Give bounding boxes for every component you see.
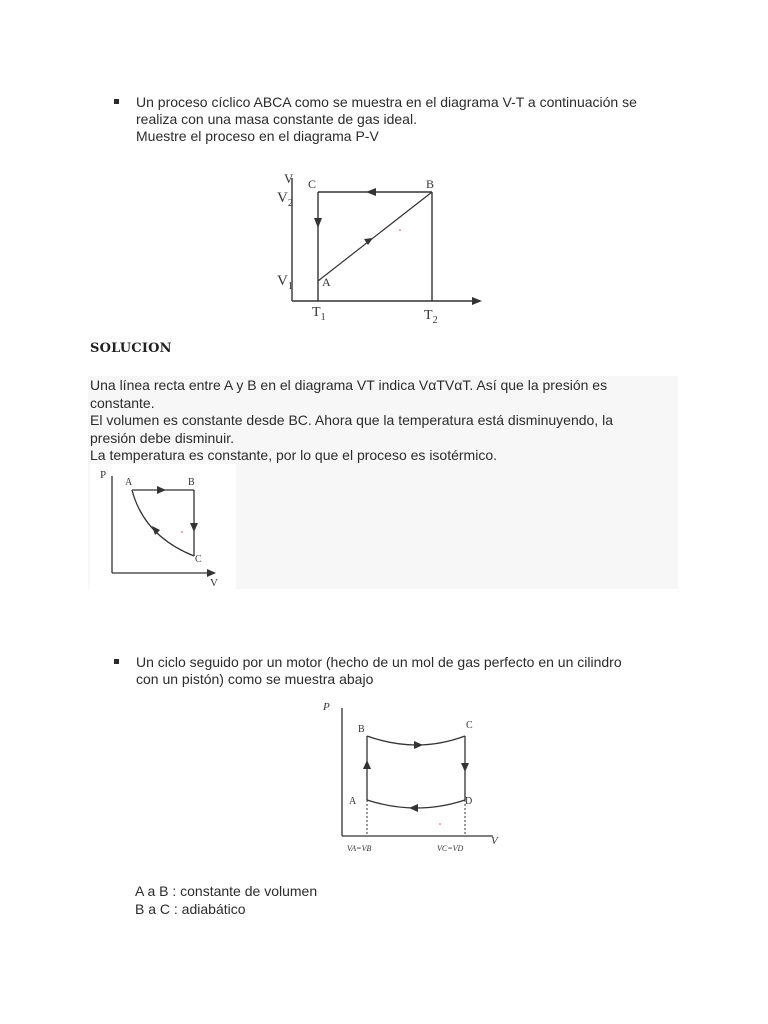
engine-arrow-bc bbox=[414, 741, 423, 749]
engine-pv-diagram bbox=[315, 696, 510, 858]
pv-solution-diagram bbox=[94, 466, 234, 588]
question-1-line-3: Muestre el proceso en el diagrama P-V bbox=[136, 128, 379, 144]
bullet-icon bbox=[114, 99, 119, 104]
pv-arrow-ab bbox=[157, 486, 166, 494]
solution-text bbox=[90, 377, 613, 465]
vt-line-ab bbox=[318, 192, 432, 281]
question-2-line-1: Un ciclo seguido por un motor (hecho de un mol de gas perfecto en un cilindro bbox=[136, 654, 622, 670]
engine-arrow-cd bbox=[461, 763, 469, 772]
pv-point-b: B bbox=[188, 477, 195, 488]
solution-line-2: constante. bbox=[90, 394, 155, 411]
engine-point-a: A bbox=[349, 796, 357, 807]
engine-axis-v-label: V bbox=[491, 835, 498, 847]
svg-text:V1 bbox=[277, 273, 293, 292]
pv-arrow-bc bbox=[190, 523, 198, 532]
vt-v2-label: V bbox=[277, 190, 288, 206]
question-1-line-1: Un proceso cíclico ABCA como se muestra en el diagrama V-T a continuación se bbox=[136, 94, 637, 110]
legend-line-1: A a B : constante de volumen bbox=[135, 883, 318, 899]
engine-point-c: C bbox=[466, 720, 473, 731]
engine-va-vb: VA=VB bbox=[347, 844, 372, 853]
engine-arrow-ab bbox=[363, 760, 371, 769]
pv-point-c: C bbox=[195, 554, 202, 565]
solution-line-1: Una línea recta entre A y B en el diagrama VT indica VαTVαT. Así que la presión es bbox=[90, 377, 608, 393]
engine-vc-vd: VC=VD bbox=[437, 844, 464, 853]
vt-t-axis-arrow bbox=[472, 297, 482, 305]
pv-point-a: A bbox=[125, 477, 133, 488]
vt-t1-label: T bbox=[312, 305, 321, 320]
bullet-icon bbox=[114, 659, 119, 664]
svg-text:T1 bbox=[312, 305, 326, 323]
vt-v1-label: V bbox=[277, 273, 288, 289]
solution-line-4: presión debe disminuir. bbox=[90, 429, 234, 446]
engine-arrow-da bbox=[409, 804, 418, 812]
vt-v1-sub: 1 bbox=[287, 281, 293, 292]
svg-text:V2 bbox=[277, 190, 293, 209]
solution-line-5: La temperatura es constante, por lo que el proceso es isotérmico. bbox=[90, 447, 497, 463]
legend-line-2: B a C : adiabático bbox=[135, 901, 246, 917]
vt-t1-sub: 1 bbox=[320, 312, 326, 323]
engine-axis-p-label: P bbox=[323, 701, 330, 713]
pv-arrow-ca bbox=[152, 526, 160, 535]
vt-point-a: A bbox=[322, 275, 331, 289]
vt-point-c: C bbox=[308, 177, 317, 191]
question-1-line-2: realiza con una masa constante de gas ideal. bbox=[136, 111, 417, 127]
solution-line-3: El volumen es constante desde BC. Ahora que la temperatura está disminuyendo, la bbox=[90, 412, 613, 428]
vt-arrow-ca bbox=[314, 218, 322, 228]
question-2-line-2: con un pistón) como se muestra abajo bbox=[136, 671, 374, 687]
vt-arrow-bc bbox=[366, 188, 376, 196]
engine-point-b: B bbox=[358, 724, 365, 735]
pv-axis-p-label: P bbox=[100, 469, 107, 481]
vt-t2-label: T bbox=[424, 308, 433, 323]
pv-axis-v-label: V bbox=[210, 577, 218, 588]
solution-heading: SOLUCION bbox=[90, 341, 172, 356]
vt-point-b: B bbox=[426, 177, 435, 191]
svg-text:T2 bbox=[424, 308, 438, 326]
pv-curve-ca bbox=[132, 490, 194, 556]
vt-v2-sub: 2 bbox=[287, 198, 293, 209]
vt-diagram bbox=[270, 170, 490, 330]
engine-point-d: D bbox=[465, 796, 473, 807]
pv-v-axis-arrow bbox=[207, 569, 216, 577]
process-legend bbox=[135, 882, 317, 918]
vt-axis-v-label: V bbox=[284, 171, 294, 186]
vt-t2-sub: 2 bbox=[432, 315, 438, 326]
